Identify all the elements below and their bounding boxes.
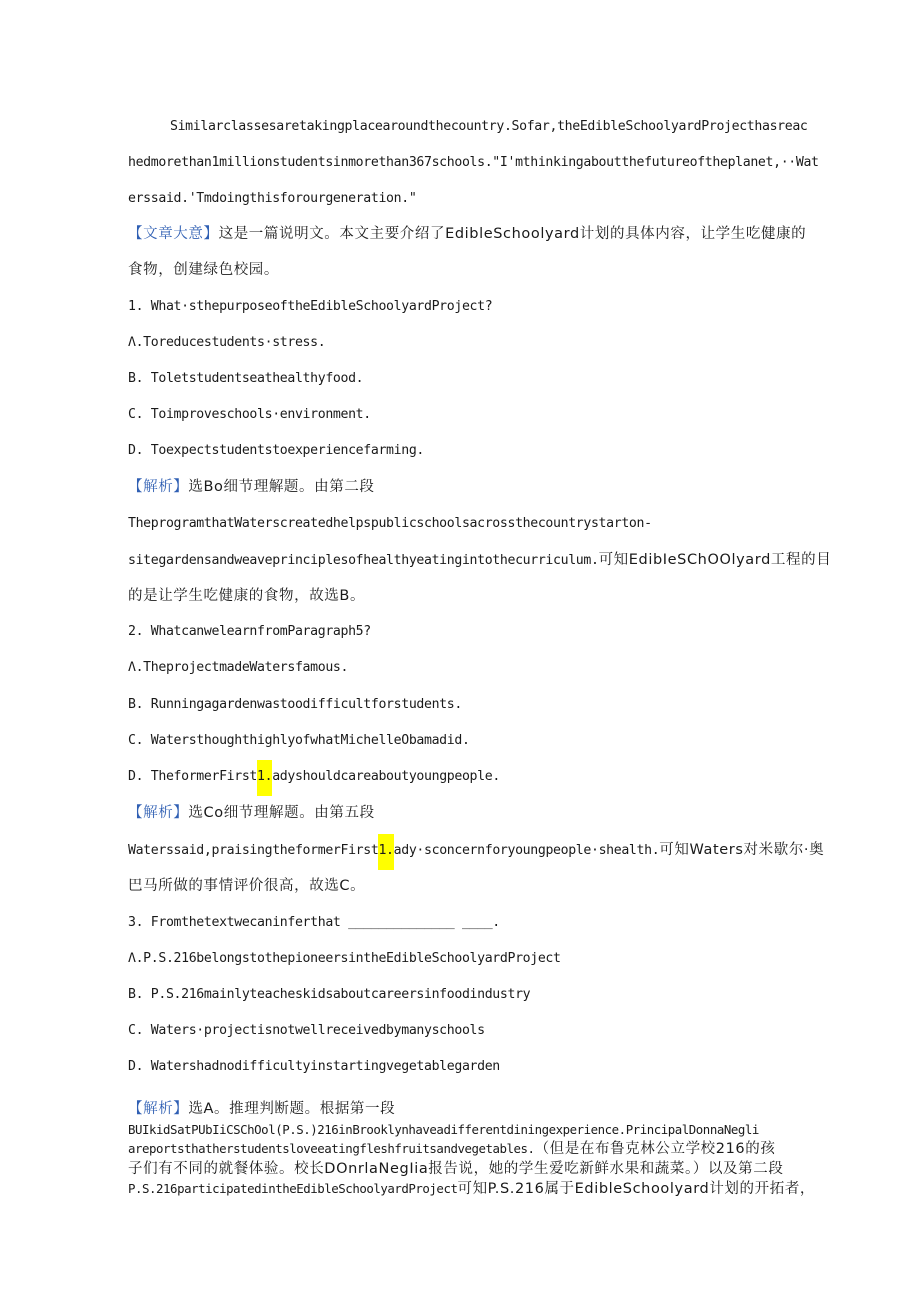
q2-option-d bbox=[128, 768, 500, 786]
passage-line-3: erssaid.'Tmdoingthisforourgeneration." bbox=[128, 191, 417, 206]
q1-option-d: D. Toexpectstudentstoexperiencefarming. bbox=[128, 443, 424, 458]
q3-analysis-line-4: 子们有不同的就餐体验。校长DOnrlaNegIia报告说，她的学生爱吃新鲜水果和蔬菜。）以及第二段 bbox=[128, 1161, 784, 1177]
q3-option-a: Λ.P.S.216belongstothepioneersintheEdibleSchoolyardProject bbox=[128, 951, 561, 966]
q2-option-a: Λ.TheprojectmadeWatersfamous. bbox=[128, 660, 349, 675]
q1-analysis-text-1: 选Bo细节理解题。由第二段 bbox=[188, 479, 375, 495]
q3-option-b: B. P.S.216mainlyteacheskidsaboutcareersinfoodindustry bbox=[128, 987, 531, 1002]
q3-analysis-en-3: areportsthatherstudentsloveeatingfleshfruitsandvegetables. bbox=[128, 1141, 535, 1156]
passage-line-2: hedmorethan1millionstudentsinmorethan367schools."I'mthinkingaboutthefutureoftheplanet,··Wat bbox=[128, 155, 819, 170]
q2-analysis-line-1 bbox=[128, 804, 375, 822]
q2-option-d-highlight: 1. bbox=[257, 760, 272, 796]
q2-option-c: C. WatersthoughthighlyofwhatMichelleObamadid. bbox=[128, 733, 470, 748]
q1-analysis-line-4: 的是让学生吃健康的食物，故选B。 bbox=[128, 588, 366, 604]
summary-line-1 bbox=[128, 225, 806, 243]
q2-analysis-pre: Waterssaid,praisingtheformerFirst bbox=[128, 843, 379, 858]
q3-analysis-cjk-5: 可知P.S.216属于EdibleSchoolyard计划的开拓者， bbox=[457, 1181, 816, 1197]
q1-question: 1. What·sthepurposeoftheEdibleSchoolyardProject? bbox=[128, 299, 493, 314]
summary-text-1: 这是一篇说明文。本文主要介绍了EdibleSchoolyard计划的具体内容，让学生吃健康的 bbox=[218, 226, 807, 242]
q1-analysis-tag: 【解析】 bbox=[128, 479, 189, 495]
q2-analysis-cjk-2: 可知Waters对米歇尔·奥 bbox=[659, 842, 825, 858]
q1-analysis-line-1 bbox=[128, 478, 375, 496]
q3-analysis-en-5: P.S.216participatedintheEdibleSchoolyardProject bbox=[128, 1181, 458, 1196]
summary-tag: 【文章大意】 bbox=[128, 226, 219, 242]
q3-option-d: D. Watershadnodifficultyinstartingvegetablegarden bbox=[128, 1059, 500, 1074]
q3-analysis-line-3 bbox=[128, 1140, 775, 1158]
q2-analysis-text-1: 选Co细节理解题。由第五段 bbox=[188, 805, 375, 821]
q3-analysis-cjk-3: （但是在布鲁克林公立学校216的孩 bbox=[534, 1141, 776, 1157]
q3-analysis-tag: 【解析】 bbox=[128, 1101, 189, 1117]
summary-line-2: 食物，创建绿色校园。 bbox=[128, 262, 279, 278]
q3-analysis-line-2: BUIkidSatPUbIiCSChOol(P.S.)216inBrooklynhaveadifferentdiningexperience.PrincipalDonnaNegli bbox=[128, 1122, 759, 1137]
passage-line-1: Similarclassesaretakingplacearoundthecountry.Sofar,theEdibleSchoolyardProjecthasreac bbox=[170, 119, 808, 134]
q1-option-b: B. Toletstudentseathealthyfood. bbox=[128, 371, 364, 386]
q1-option-c: C. Toimproveschools·environment. bbox=[128, 407, 371, 422]
q2-analysis-highlight: 1. bbox=[378, 834, 393, 870]
q3-question: 3. Fromthetextwecaninferthat ______________ ____. bbox=[128, 915, 500, 930]
q2-question: 2. WhatcanwelearnfromParagraph5? bbox=[128, 624, 371, 639]
q3-option-c: C. Waters·projectisnotwellreceivedbymanyschools bbox=[128, 1023, 485, 1038]
q1-analysis-line-2: TheprogramthatWaterscreatedhelpspublicschoolsacrossthecountrystarton- bbox=[128, 516, 652, 531]
q1-analysis-line-3 bbox=[128, 551, 831, 570]
q2-analysis-line-3: 巴马所做的事情评价很高，故选C。 bbox=[128, 878, 366, 894]
q2-analysis-post: ady·sconcernforyoungpeople·shealth. bbox=[393, 843, 660, 858]
q2-option-b: B. Runningagardenwastoodifficultforstudents. bbox=[128, 697, 462, 712]
q1-analysis-en-3: sitegardensandweaveprinciplesofhealthyeatingintothecurriculum. bbox=[128, 553, 599, 568]
q2-option-d-pre: D. TheformerFirst bbox=[128, 769, 258, 784]
q3-analysis-line-1 bbox=[128, 1100, 395, 1118]
q1-analysis-cjk-3: 可知EdibIeSChOOlyard工程的目 bbox=[598, 552, 832, 568]
q3-analysis-line-5 bbox=[128, 1180, 815, 1198]
q1-option-a: Λ.Toreducestudents·stress. bbox=[128, 335, 326, 350]
q3-analysis-text-1: 选A。推理判断题。根据第一段 bbox=[188, 1101, 396, 1117]
q2-analysis-line-2 bbox=[128, 841, 824, 860]
q2-option-d-post: adyshouldcareaboutyoungpeople. bbox=[272, 769, 500, 784]
q2-analysis-tag: 【解析】 bbox=[128, 805, 189, 821]
